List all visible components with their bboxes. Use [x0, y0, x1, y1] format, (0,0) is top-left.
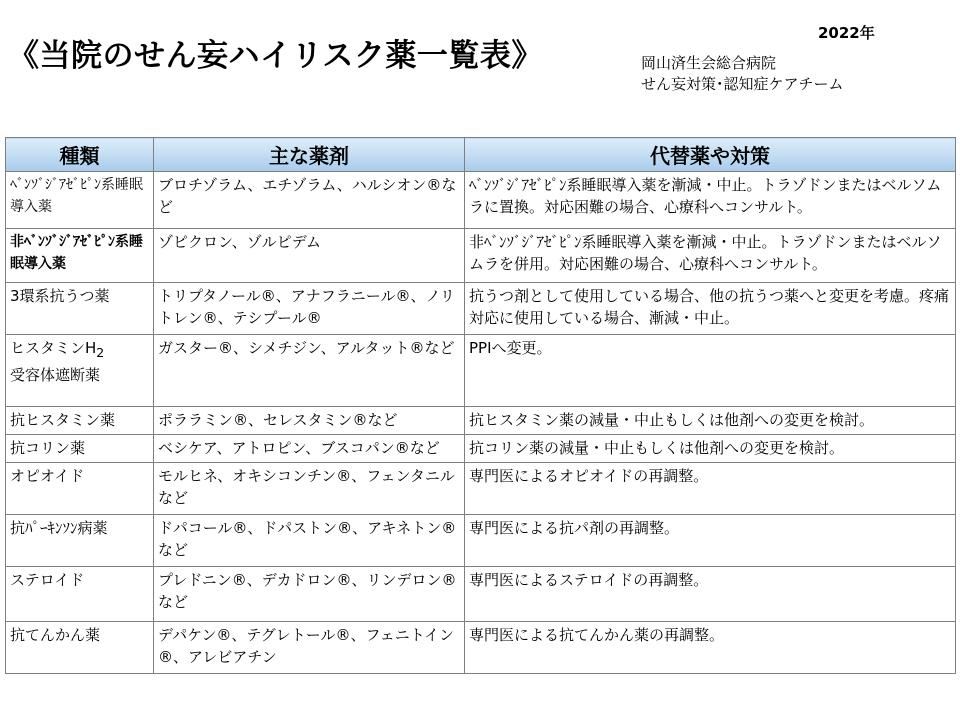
alternative-measure-cell: ﾍﾞﾝｿﾞｼﾞｱｾﾞﾋﾟﾝ系睡眠導入薬を漸減・中止。トラゾドンまたはベルソムラに置換。対応困難の場合、心療科へコンサルト。	[465, 172, 956, 229]
alternative-measure-cell: 抗うつ剤として使用している場合、他の抗うつ薬へと変更を考慮。疼痛対応に使用している場合、漸減・中止。	[465, 283, 956, 335]
drug-kind-cell: 抗ﾊﾟｰｷﾝｿﾝ病薬	[6, 515, 154, 567]
drug-kind-cell: 抗てんかん薬	[6, 622, 154, 674]
main-drugs-cell: ガスター®、シメチジン、アルタット®など	[154, 335, 465, 407]
table-row	[6, 435, 956, 463]
drug-kind-text-cont: 受容体遮断薬	[10, 366, 101, 384]
table-row	[6, 515, 956, 567]
drug-kind-cell: 非ﾍﾞﾝｿﾞｼﾞｱｾﾞﾋﾟﾝ系睡眠導入薬	[6, 229, 154, 283]
main-drugs-cell: ベシケア、アトロピン、ブスコパン®など	[154, 435, 465, 463]
drug-kind-cell: オピオイド	[6, 463, 154, 515]
drug-kind-text: ヒスタミンH	[10, 339, 97, 357]
main-drugs-cell: プレドニン®、デカドロン®、リンデロン®など	[154, 567, 465, 622]
table-row	[6, 567, 956, 622]
alternative-measure-cell: 専門医による抗てんかん薬の再調整。	[465, 622, 956, 674]
column-header-measures: 代替薬や対策	[465, 138, 956, 172]
alternative-measure-cell: 抗ヒスタミン薬の減量・中止もしくは他剤への変更を検討。	[465, 407, 956, 435]
table-row	[6, 283, 956, 335]
alternative-measure-cell: 専門医によるオピオイドの再調整。	[465, 463, 956, 515]
alternative-measure-cell: 抗コリン薬の減量・中止もしくは他剤への変更を検討。	[465, 435, 956, 463]
drug-kind-cell: ﾍﾞﾝｿﾞｼﾞｱｾﾞﾋﾟﾝ系睡眠導入薬	[6, 172, 154, 229]
organization-block	[641, 53, 844, 95]
main-drugs-cell: ポララミン®、セレスタミン®など	[154, 407, 465, 435]
hospital-name: 岡山済生会総合病院	[641, 54, 777, 72]
team-name: せん妄対策･認知症ケアチーム	[641, 75, 844, 93]
alternative-measure-cell: PPIへ変更。	[465, 335, 956, 407]
table-row	[6, 229, 956, 283]
alternative-measure-cell: 非ﾍﾞﾝｿﾞｼﾞｱｾﾞﾋﾟﾝ系睡眠導入薬を漸減・中止。トラゾドンまたはベルソムラを併用。対応困難の場合、心療科へコンサルト。	[465, 229, 956, 283]
column-header-kind: 種類	[6, 138, 154, 172]
main-drugs-cell: ブロチゾラム、エチゾラム、ハルシオン®など	[154, 172, 465, 229]
table-row	[6, 335, 956, 407]
drug-kind-cell: 3環系抗うつ薬	[6, 283, 154, 335]
table-row	[6, 172, 956, 229]
alternative-measure-cell: 専門医による抗パ剤の再調整。	[465, 515, 956, 567]
drug-kind-cell: 抗コリン薬	[6, 435, 154, 463]
drug-kind-cell: 抗ヒスタミン薬	[6, 407, 154, 435]
table-header-row	[6, 138, 956, 172]
page-title: 《当院のせん妄ハイリスク薬一覧表》	[8, 38, 543, 74]
main-drugs-cell: ゾピクロン、ゾルピデム	[154, 229, 465, 283]
main-drugs-cell: ドパコール®、ドパストン®、アキネトン®など	[154, 515, 465, 567]
high-risk-drug-table	[5, 137, 956, 674]
drug-kind-cell	[6, 335, 154, 407]
table-row	[6, 463, 956, 515]
main-drugs-cell: モルヒネ、オキシコンチン®、フェンタニルなど	[154, 463, 465, 515]
main-drugs-cell: デパケン®、テグレトール®、フェニトイン®、アレビアチン	[154, 622, 465, 674]
column-header-drugs: 主な薬剤	[154, 138, 465, 172]
drug-kind-cell: ステロイド	[6, 567, 154, 622]
year-label: 2022年	[818, 24, 875, 42]
alternative-measure-cell: 専門医によるステロイドの再調整。	[465, 567, 956, 622]
drug-kind-subscript: 2	[96, 345, 105, 360]
main-drugs-cell: トリプタノール®、アナフラニール®、ノリトレン®、テシプール®	[154, 283, 465, 335]
table-row	[6, 407, 956, 435]
table-row	[6, 622, 956, 674]
